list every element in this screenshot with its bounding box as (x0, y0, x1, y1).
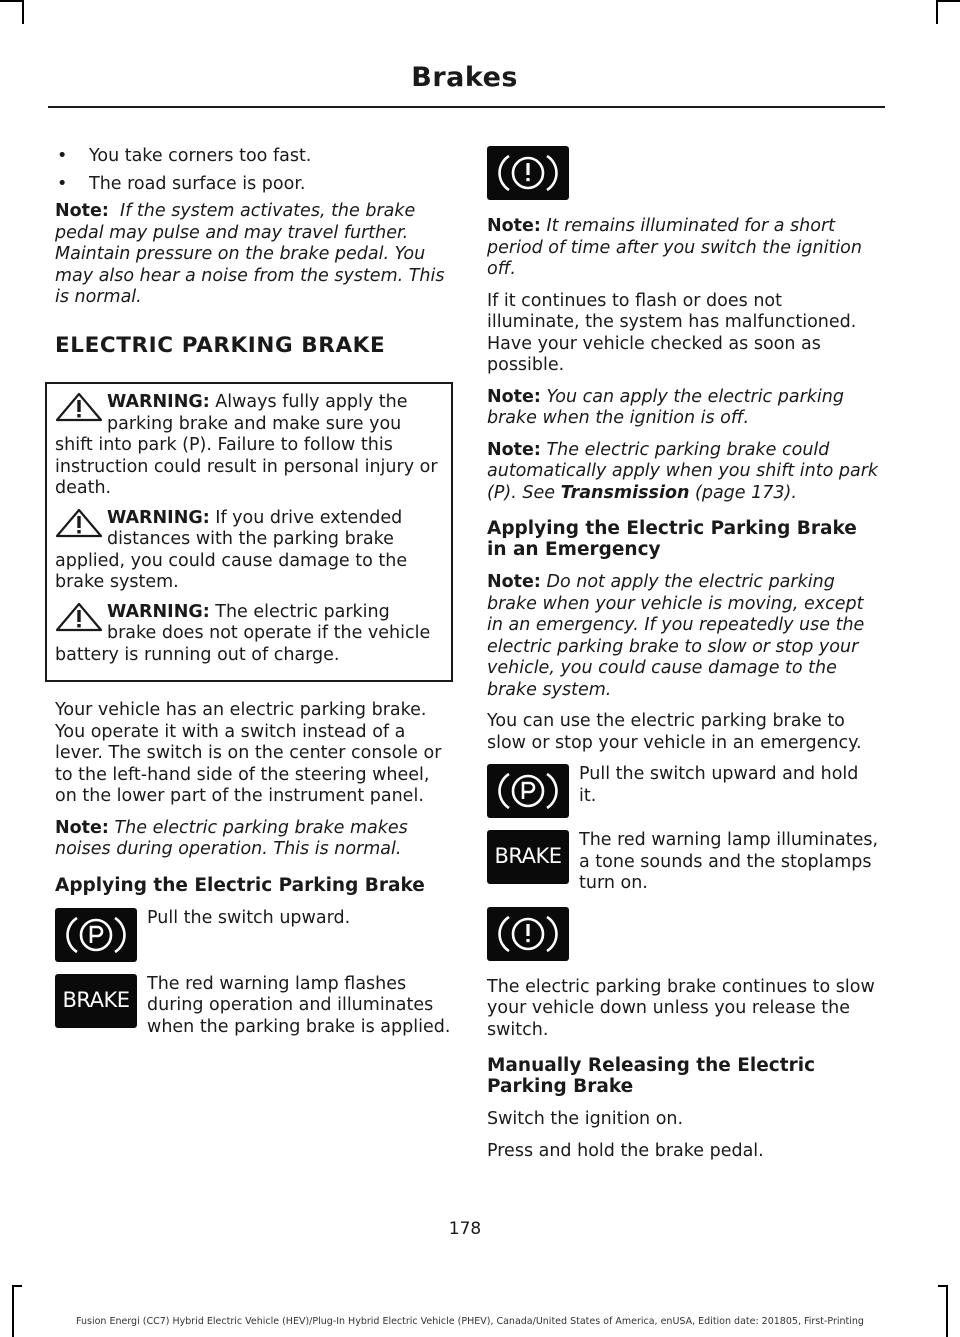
warning-label: WARNING: (107, 601, 210, 622)
crop-mark (938, 1285, 948, 1287)
header-divider (48, 106, 885, 108)
subsection-title: Applying the Electric Parking Brake in an Emergency (487, 518, 857, 560)
icon-instruction (487, 830, 880, 895)
warning-box (45, 382, 453, 682)
warning-text: If you drive extended distances with the parking brake applied, you could cause damage to the brake system. (55, 507, 408, 592)
note-label: Note: (487, 439, 541, 460)
note (55, 818, 455, 861)
list-item: • The road surface is poor. (55, 174, 455, 196)
parking-brake-p-icon (487, 764, 569, 818)
note (55, 201, 455, 309)
warning-item (55, 392, 443, 500)
page-number: 178 (448, 1219, 482, 1239)
crop-mark (12, 1285, 22, 1287)
warning-item (55, 602, 443, 667)
warning-text: The electric parking brake does not operate if the vehicle battery is running out of charge. (55, 601, 431, 665)
left-column (55, 146, 455, 1050)
intro-paragraph: Your vehicle has an electric parking brake. You operate it with a switch instead of a lever. The switch is on the center console or to the left-hand side of the steering wheel, on the lower part of the instrument panel. (55, 700, 442, 806)
warning-label: WARNING: (107, 507, 210, 528)
note-label: Note: (55, 201, 109, 221)
brake-warning-text-icon: BRAKE (55, 974, 137, 1028)
warning-triangle-icon (55, 602, 103, 632)
instruction-text: The red warning lamp flashes during operation and illuminates when the parking brake is applied. (147, 973, 451, 1037)
brake-warning-exclamation-icon (487, 907, 569, 961)
subsection-title: Applying the Electric Parking Brake (55, 874, 425, 896)
note-label: Note: (55, 817, 109, 838)
crop-mark (936, 0, 960, 2)
instruction-text: Pull the switch upward and hold it. (579, 764, 859, 806)
page-header-title: Brakes (411, 62, 518, 93)
instruction-text: The red warning lamp illuminates, a tone sounds and the stoplamps turn on. (579, 830, 879, 893)
crop-mark (22, 0, 24, 24)
crop-mark (12, 1285, 14, 1337)
note-label: Note: (487, 216, 541, 236)
right-column (487, 146, 880, 1172)
icon-instruction (487, 764, 880, 818)
note (487, 440, 880, 505)
icon-instruction (55, 974, 455, 1039)
crop-mark (0, 0, 24, 2)
crop-mark (946, 1285, 948, 1337)
note-text: The electric parking brake makes noises during operation. This is normal. (55, 817, 408, 859)
note (487, 216, 880, 281)
icon-instruction (55, 908, 455, 962)
warning-text: Always fully apply the parking brake and make sure you shift into park (P). Failure to follow this instruction could result in personal injury or death. (55, 392, 438, 498)
condition-list (55, 146, 455, 195)
warning-triangle-icon (55, 508, 103, 538)
emergency-intro: You can use the electric parking brake to slow or stop your vehicle in an emergency. (487, 711, 862, 753)
footer-text: Fusion Energi (CC7) Hybrid Electric Vehicle (HEV)/Plug-In Hybrid Electric Vehicle (PHEV), Canada/United States of America, enUSA, Edition date: 201805, First-Printing (76, 1316, 864, 1327)
warning-triangle-icon (55, 392, 103, 422)
section-title: ELECTRIC PARKING BRAKE (55, 332, 386, 358)
warning-item (55, 508, 443, 594)
note-label: Note: (487, 572, 541, 592)
crop-mark (936, 0, 938, 24)
note-label: Note: (487, 386, 541, 407)
note-text: (page 173). (695, 482, 797, 503)
warning-label: WARNING: (107, 392, 210, 412)
note-text: You can apply the electric parking brake when the ignition is off. (487, 386, 844, 428)
instruction-text: Pull the switch upward. (147, 907, 351, 928)
note-text: The electric parking brake could automatically apply when you shift into park (P). See (487, 439, 879, 503)
note (487, 387, 880, 430)
step-text: Press and hold the brake pedal. (487, 1140, 764, 1161)
subsection-title: Manually Releasing the Electric Parking Brake (487, 1055, 816, 1097)
note-text: Do not apply the electric parking brake when your vehicle is moving, except in an emergency. If you repeatedly use the electric parking brake to slow or stop your vehicle, you could cause damage to the brake system. (487, 572, 865, 700)
note-text: If the system activates, the brake pedal may pulse and may travel further. Maintain pressure on the brake pedal. You may also hear a noise from the system. This is normal. (55, 201, 445, 307)
brake-warning-text-icon: BRAKE (487, 830, 569, 884)
note (487, 572, 880, 701)
list-item: • You take corners too fast. (55, 146, 455, 168)
step-text: Switch the ignition on. (487, 1109, 684, 1129)
brake-warning-exclamation-icon (487, 146, 569, 200)
malfunction-paragraph: If it continues to flash or does not illuminate, the system has malfunctioned. Have your vehicle checked as soon as possible. (487, 290, 857, 375)
parking-brake-p-icon (55, 908, 137, 962)
transmission-link[interactable]: Transmission (560, 482, 690, 503)
note-text: It remains illuminated for a short period of time after you switch the ignition off. (487, 216, 862, 279)
continues-paragraph: The electric parking brake continues to slow your vehicle down unless you release the switch. (487, 976, 875, 1040)
